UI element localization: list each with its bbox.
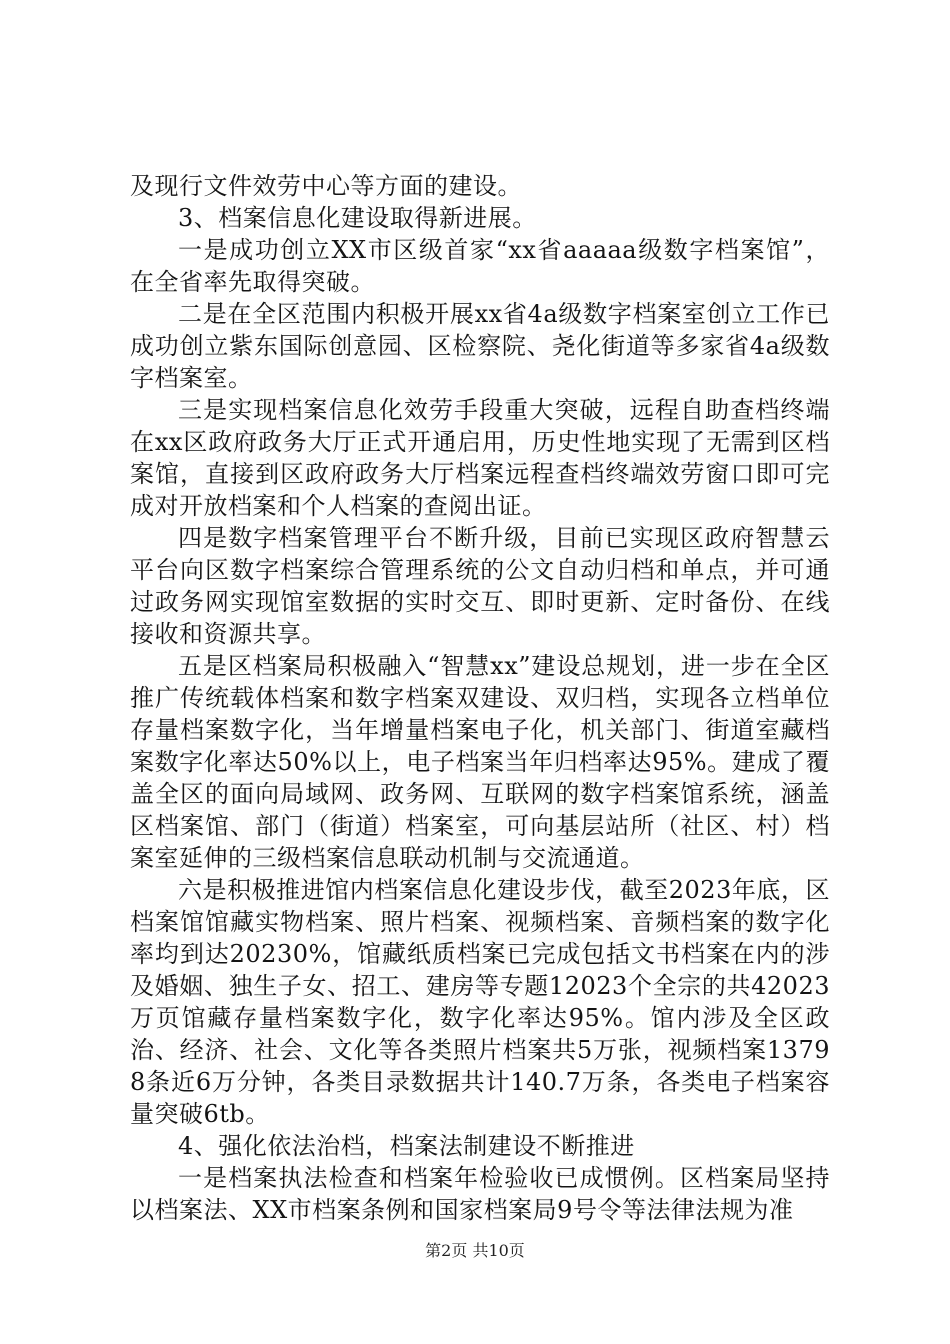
page-footer [0, 1240, 950, 1262]
paragraph: 六是积极推进馆内档案信息化建设步伐，截至2023年底，区档案馆馆藏实物档案、照片档案、视频档案、音频档案的数字化率均到达20230%，馆藏纸质档案已完成包括文书档案在内的涉及婚姻、独生子女、招工、建房等专题12023个全宗的共42023万页馆藏存量档案数字化，数字化率达95%。馆内涉及全区政治、经济、社会、文化等各类照片档案共5万张，视频档案13798条近6万分钟，各类目录数据共计140.7万条，各类电子档案容量突破6tb。 [130, 876, 830, 1128]
paragraph: 一是档案执法检查和档案年检验收已成惯例。区档案局坚持以档案法、XX市档案条例和国家档案局9号令等法律法规为准 [130, 1164, 830, 1224]
page-number-label: 第2页 共10页 [425, 1241, 525, 1260]
section-heading: 4、强化依法治档，档案法制建设不断推进 [178, 1132, 635, 1160]
section-heading: 3、档案信息化建设取得新进展。 [178, 204, 537, 232]
paragraph: 一是成功创立XX市区级首家“xx省aaaaa级数字档案馆”，在全省率先取得突破。 [130, 236, 830, 296]
paragraph: 三是实现档案信息化效劳手段重大突破，远程自助查档终端在xx区政府政务大厅正式开通启用，历史性地实现了无需到区档案馆，直接到区政府政务大厅档案远程查档终端效劳窗口即可完成对开放档案和个人档案的查阅出证。 [130, 396, 830, 520]
paragraph: 及现行文件效劳中心等方面的建设。 [130, 172, 522, 200]
paragraph: 五是区档案局积极融入“智慧xx”建设总规划，进一步在全区推广传统载体档案和数字档案双建设、双归档，实现各立档单位存量档案数字化，当年增量档案电子化，机关部门、街道室藏档案数字化率达50%以上，电子档案当年归档率达95%。建成了覆盖全区的面向局域网、政务网、互联网的数字档案馆系统，涵盖区档案馆、部门（街道）档案室，可向基层站所（社区、村）档案室延伸的三级档案信息联动机制与交流通道。 [130, 652, 830, 872]
paragraph: 四是数字档案管理平台不断升级，目前已实现区政府智慧云平台向区数字档案综合管理系统的公文自动归档和单点，并可通过政务网实现馆室数据的实时交互、即时更新、定时备份、在线接收和资源共享。 [130, 524, 830, 648]
paragraph: 二是在全区范围内积极开展xx省4a级数字档案室创立工作已成功创立紫东国际创意园、区检察院、尧化街道等多家省4a级数字档案室。 [130, 300, 830, 392]
document-body [130, 170, 830, 1226]
